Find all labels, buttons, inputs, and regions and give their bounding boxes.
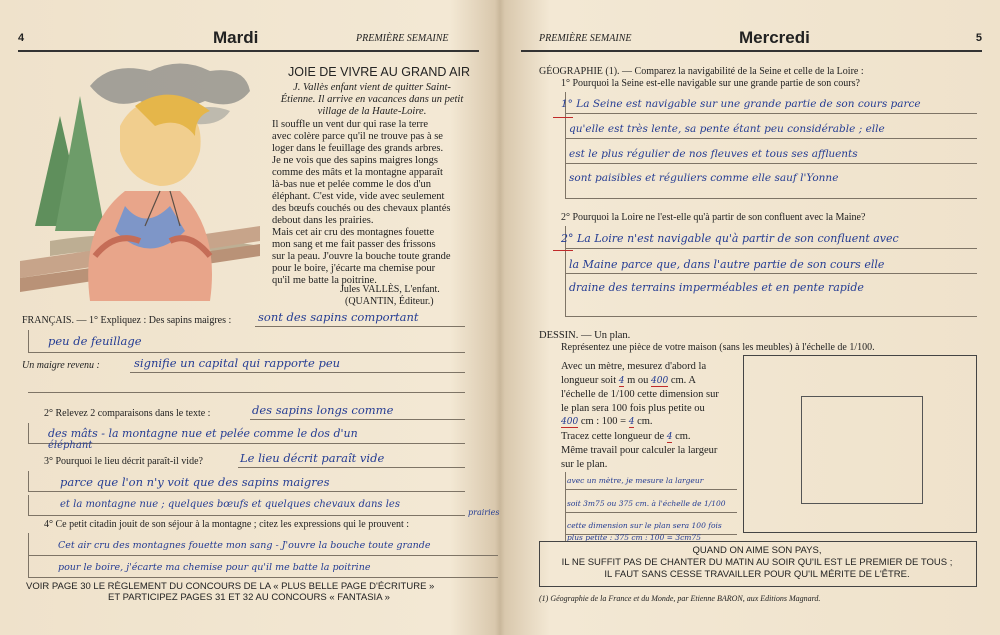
dessin-work-line: plus petite : 375 cm : 100 = 3cm75 [567,533,701,542]
answer-line [565,198,977,199]
footnote: (1) Géographie de la France et du Monde, par Etienne BARON, aux Editions Magnard. [539,594,821,603]
q3-prompt: 3° Pourquoi le lieu décrit paraît-il vide? [44,456,203,467]
geo-a2-line: 2° La Loire n'est navigable qu'à partir de son confluent avec [561,232,899,245]
geo-q2: 2° Pourquoi la Loire ne l'est-elle qu'à partir de son confluent avec la Maine? [561,212,866,223]
dessin-line: l'échelle de 1/100 cette dimension sur [561,389,719,400]
maxim-line: IL NE SUFFIT PAS DE CHANTER DU MATIN AU SOIR QU'IL EST LE PREMIER DE TOUS ; [561,557,953,568]
answer-line [28,443,465,444]
intro-line: village de la Haute-Loire. [317,106,427,117]
geo-q1: 1° Pourquoi la Seine est-elle navigable sur une grande partie de son cours? [561,78,860,89]
reading-intro [272,82,472,118]
text-part: m ou [627,374,649,386]
answer-line [565,512,737,513]
q4-answer-b: pour le boire, j'écarte ma chemise pour qu'il me batte la poitrine [58,562,371,573]
reading-author: Jules VALLÈS, L'enfant. [340,284,440,295]
margin-bar [28,330,29,352]
intro-line: J. Vallès enfant vient de quitter Saint- [293,82,451,93]
answer-line [565,248,977,249]
reading-publisher: (QUANTIN, Éditeur.) [345,296,434,307]
answer-line [565,316,977,317]
q2-prompt: 2° Relevez 2 comparaisons dans le texte : [44,408,211,419]
geo-a2-line: la Maine parce que, dans l'autre partie de son cours elle [569,258,885,271]
body-line: avec colère parce qu'il ne trouve pas à se [272,131,443,142]
geo-a2-line: draine des terrains imperméables et en pente rapide [569,281,864,294]
answer-line [28,577,498,578]
geo-a1-line: sont paisibles et réguliers comme elle sauf l'Yonne [569,172,839,184]
geo-title: GÉOGRAPHIE (1). — Comparez la navigabilité de la Seine et celle de la Loire : [539,66,864,77]
q2-answer-continued: des mâts - la montagne nue et pelée comme le dos d'un [48,427,358,440]
day-title: Mercredi [739,28,810,47]
body-line: qu'il me batte la poitrine. [272,275,377,286]
text-part: cm. A [670,374,696,386]
answer-line [28,515,465,516]
margin-bar [28,495,29,515]
dessin-work-line: avec un mètre, je mesure la largeur [567,476,704,485]
room-plan-rectangle [801,396,923,504]
q1-answer-continued: peu de feuillage [48,334,142,348]
dessin-line: le plan sera 100 fois plus petite ou [561,402,705,414]
answer-line [238,467,465,468]
text-part: cm. [637,416,653,427]
answer-line [250,419,465,420]
answer-line [565,489,737,490]
q3-answer-d: prairies [468,508,500,517]
q4-answer-a: Cet air cru des montagnes fouette mon sang - J'ouvre la bouche toute grande [58,540,431,551]
q3-answer: Le lieu décrit paraît vide [240,451,385,465]
answer-line [130,372,465,373]
text-part: Tracez cette longueur de [561,430,665,442]
answer-line [565,138,977,139]
text-part: cm : 100 = [580,416,627,427]
text-part: longueur soit [561,374,617,386]
scaled-value: 4 [628,417,635,427]
answer-line [28,392,465,393]
answer-line [28,555,498,556]
body-line: loger dans le feuillage des grands arbres. [272,143,444,154]
q1-answer: sont des sapins comportant [258,310,419,324]
week-label: PREMIÈRE SEMAINE [539,33,632,44]
dessin-line: sur le plan. [561,458,608,470]
body-line: debout dans les prairies. [272,215,374,226]
text-part: cm. [675,430,691,442]
trace-value: 4 [666,431,673,442]
answer-line [565,273,977,274]
dessin-title: DESSIN. — Un plan. [539,330,631,341]
body-line: sur la peau. J'ouvre la bouche toute grande [272,251,451,262]
geo-a1-line: 1° La Seine est navigable sur une grande partie de son cours parce [561,98,921,110]
answer-line [565,113,977,114]
q3-answer-c: et la montagne nue ; quelques bœufs et quelques chevaux dans les [60,499,400,510]
q4-prompt: 4° Ce petit citadin jouit de son séjour à la montagne ; citez les expressions qui le prouvent : [44,519,410,530]
intro-line: Étienne. Il arrive en vacances dans un petit [280,94,464,105]
reading-title: JOIE DE VIVRE AU GRAND AIR [288,65,470,79]
contest-footer-a: VOIR PAGE 30 LE RÈGLEMENT DU CONCOURS DE LA « PLUS BELLE PAGE D'ÉCRITURE » [26,581,435,592]
geo-a1-line: est le plus régulier de nos fleuves et tous ses affluents [569,148,858,160]
answer-line [28,352,465,353]
dessin-work-line: soit 3m75 ou 375 cm. à l'échelle de 1/100 [567,499,726,508]
answer-marker [553,117,573,118]
dessin-instruction: Représentez une pièce de votre maison (sans les meubles) à l'échelle de 1/100. [561,342,875,353]
maxim-line: IL FAUT SANS CESSE TRAVAILLER POUR QU'IL MÉRITE DE L'ÊTRE. [604,569,910,580]
q3-answer-b: parce que l'on n'y voit que des sapins maigres [60,475,330,489]
answer-line [255,326,465,327]
dessin-line [561,374,739,389]
body-line: Mais cet air cru des montagnes fouette [272,227,435,238]
margin-bar [28,423,29,443]
body-line: Il souffle un vent dur qui rase la terre [272,119,429,130]
answer-marker [553,250,573,251]
body-line: des bœufs couchés ou des chevaux plantés [272,203,451,214]
dessin-line: Même travail pour calculer la largeur [561,445,718,456]
page-number: 4 [18,32,25,44]
dessin-work-line: cette dimension sur le plan sera 100 fois [567,521,722,530]
cm-value: 400 [561,417,579,427]
q1-prompt: FRANÇAIS. — 1° Expliquez : Des sapins maigres : [22,315,232,326]
dessin-line: Avec un mètre, mesurez d'abord la [561,361,707,372]
q1b-prompt: Un maigre revenu : [22,360,100,371]
dessin-line [561,415,739,430]
q2-answer: des sapins longs comme [252,403,394,417]
week-label: PREMIÈRE SEMAINE [356,33,449,44]
right-page [503,0,1000,635]
length-m-value: 4 [618,375,625,386]
body-line: mon sang et me fait passer des frissons [272,239,436,250]
page-header [18,28,479,52]
boy-in-wind-illustration [20,56,265,301]
page-number: 5 [975,32,982,44]
geo-a1-line: qu'elle est très lente, sa pente étant peu considérable ; elle [569,123,885,135]
body-line: comme des mâts et la montagne apparaît [272,167,443,178]
contest-footer-b: ET PARTICIPEZ PAGES 31 ET 32 AU CONCOURS « FANTASIA » [108,592,390,603]
body-line: éléphant. C'est vide, vide avec seulement [272,191,445,202]
reading-body [272,119,472,287]
answer-line [28,491,465,492]
margin-bar [565,472,566,542]
maxim-line: QUAND ON AIME SON PAYS, [692,545,822,556]
length-cm-value: 400 [651,375,669,386]
q1b-answer: signifie un capital qui rapporte peu [134,356,341,370]
q2-answer-wrap: éléphant [48,440,93,451]
page-header [521,28,982,52]
body-line: là-bas nue et pelée comme le dos d'un [272,179,432,190]
day-title: Mardi [213,28,259,47]
maxim [539,545,975,581]
margin-bar [28,471,29,491]
body-line: pour le boire, j'écarte ma chemise pour [272,263,436,274]
dessin-line [561,430,739,445]
body-line: Je ne vois que des sapins maigres longs [272,155,438,166]
answer-line [565,163,977,164]
dessin-instructions [561,360,739,471]
